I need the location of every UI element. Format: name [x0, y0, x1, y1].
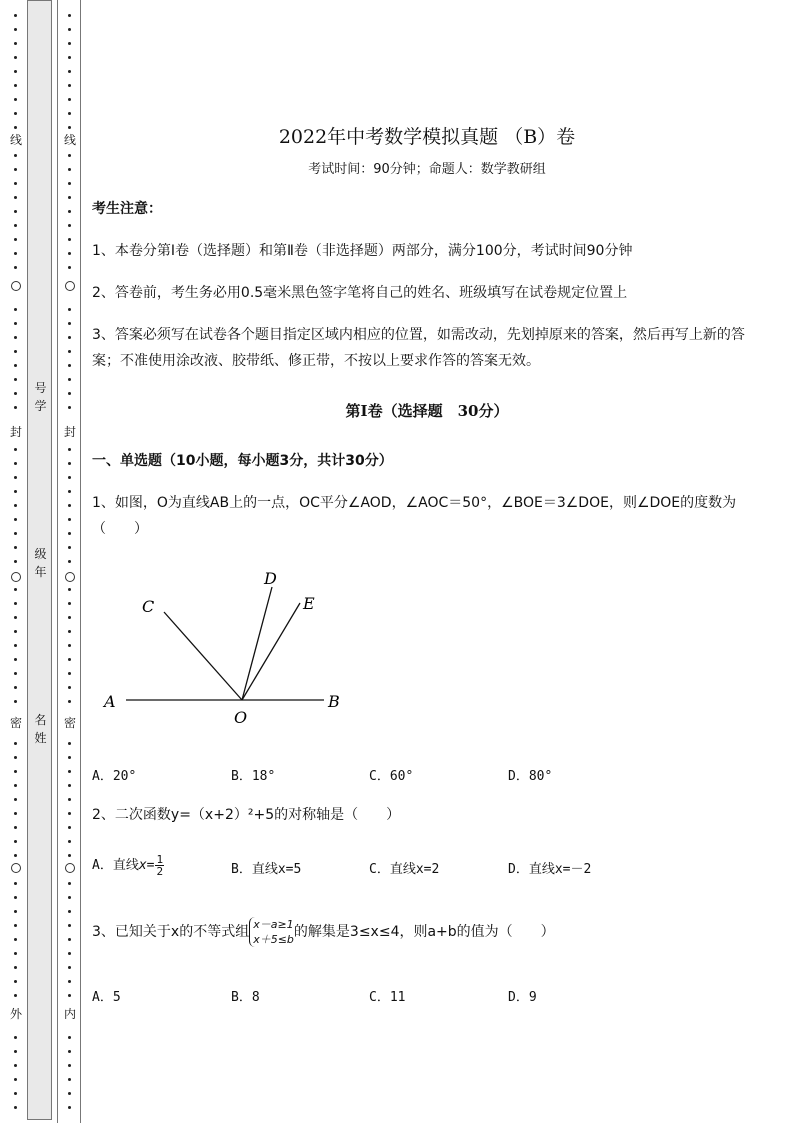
q3-option-d[interactable]: D．9 — [508, 990, 537, 1005]
seal-dot — [68, 924, 71, 927]
q2-option-b[interactable]: B．直线x=5 — [231, 862, 302, 877]
notice-heading: 考生注意： — [92, 201, 162, 217]
seal-dot — [14, 784, 17, 787]
q3-option-c[interactable]: C．11 — [369, 990, 406, 1005]
question-1-options — [92, 765, 752, 785]
seal-dot — [68, 266, 71, 269]
question-2-text: 2、二次函数y=（x+2）²+5的对称轴是（ ） — [92, 807, 401, 823]
outer-circle — [11, 572, 21, 582]
point-a-label: A — [104, 692, 116, 711]
inner-mark-feng: 封 — [63, 425, 76, 439]
seal-dot — [68, 336, 71, 339]
seal-dot — [14, 1064, 17, 1067]
seal-dot — [14, 406, 17, 409]
seal-dot — [68, 406, 71, 409]
seal-dot — [14, 994, 17, 997]
seal-dot — [14, 630, 17, 633]
point-c-label: C — [142, 597, 155, 616]
seal-dot — [14, 840, 17, 843]
seal-dot — [68, 252, 71, 255]
seal-dot — [14, 448, 17, 451]
seal-dot — [68, 630, 71, 633]
seal-dot — [14, 238, 17, 241]
seal-dot — [68, 70, 71, 73]
seal-dot — [68, 938, 71, 941]
seal-dot — [68, 826, 71, 829]
seal-dot — [14, 182, 17, 185]
seal-dot — [14, 504, 17, 507]
inner-seal-column — [57, 0, 81, 1123]
seal-dot — [14, 112, 17, 115]
seal-dot — [68, 672, 71, 675]
q3-text-before: 3、已知关于x的不等式组 — [92, 924, 250, 940]
outer-circle — [11, 863, 21, 873]
seal-dot — [68, 1036, 71, 1039]
outer-mark-wai: 外 — [9, 1007, 22, 1021]
q2-option-c[interactable]: C．直线x=2 — [369, 862, 440, 877]
q1-option-c[interactable]: C．60° — [369, 769, 414, 784]
seal-dot — [68, 112, 71, 115]
seal-dot — [14, 364, 17, 367]
seal-dot — [14, 266, 17, 269]
seal-dot — [68, 182, 71, 185]
seal-dot — [14, 924, 17, 927]
q2-option-a-prefix: A．直线 — [92, 858, 139, 873]
seal-dot — [68, 490, 71, 493]
seal-dot — [14, 1036, 17, 1039]
seal-dot — [14, 826, 17, 829]
inner-circle — [65, 863, 75, 873]
seal-dot — [68, 756, 71, 759]
question-1-text: 1、如图，O为直线AB上的一点，OC平分∠AOD，∠AOC＝50°，∠BOE＝3∠DOE，则∠DOE的度数为（ ） — [92, 495, 737, 537]
point-o-label: O — [234, 708, 248, 727]
seal-dot — [14, 308, 17, 311]
inner-mark-xian: 线 — [63, 133, 76, 147]
inner-circle — [65, 281, 75, 291]
seal-dot — [14, 224, 17, 227]
seal-dot — [68, 784, 71, 787]
seal-dot — [14, 966, 17, 969]
q1-option-b[interactable]: B．18° — [231, 769, 276, 784]
seal-dot — [68, 364, 71, 367]
seal-dot — [14, 896, 17, 899]
seal-dot — [68, 966, 71, 969]
seal-dot — [68, 532, 71, 535]
seal-dot — [14, 560, 17, 563]
seal-dot — [68, 350, 71, 353]
seal-dot — [14, 28, 17, 31]
seal-dot — [14, 1092, 17, 1095]
seal-dot — [68, 616, 71, 619]
seal-dot — [68, 238, 71, 241]
seal-dot — [14, 392, 17, 395]
seal-dot — [14, 952, 17, 955]
seal-dot — [68, 658, 71, 661]
seal-dot — [68, 1050, 71, 1053]
seal-dot — [14, 252, 17, 255]
q2-option-a-fraction: $\frac{1}{2}$ — [156, 853, 164, 878]
seal-dot — [68, 588, 71, 591]
seal-dot — [68, 980, 71, 983]
seal-dot — [68, 518, 71, 521]
seal-dot — [14, 126, 17, 129]
seal-dot — [14, 378, 17, 381]
seal-dot — [68, 742, 71, 745]
seal-dot — [14, 490, 17, 493]
seal-dot — [68, 882, 71, 885]
q2-option-a-var: x= — [138, 858, 155, 873]
notice-item-3: 3、答案必须写在试卷各个题目指定区域内相应的位置，如需改动，先划掉原来的答案，然后再写上新的答案；不准使用涂改液、胶带纸、修正带，不按以上要求作答的答案无效。 — [92, 327, 745, 369]
inner-circle — [65, 572, 75, 582]
q1-option-d[interactable]: D．80° — [508, 769, 553, 784]
seal-dot — [68, 686, 71, 689]
point-b-label: B — [328, 692, 340, 711]
seal-dot — [14, 1050, 17, 1053]
notice-item-2: 2、答卷前，考生务必用0.5毫米黑色签字笔将自己的姓名、班级填写在试卷规定位置上 — [92, 285, 628, 301]
seal-dot — [68, 798, 71, 801]
outer-mark-mi: 密 — [9, 716, 22, 730]
seal-dot — [68, 154, 71, 157]
seal-dot — [68, 392, 71, 395]
seal-dot — [14, 910, 17, 913]
seal-dot — [14, 98, 17, 101]
seal-dot — [68, 308, 71, 311]
seal-dot — [14, 532, 17, 535]
outer-mark-feng: 封 — [9, 425, 22, 439]
seal-dot — [14, 616, 17, 619]
seal-dot — [14, 196, 17, 199]
seal-dot — [68, 546, 71, 549]
seal-dot — [14, 350, 17, 353]
seal-dot — [14, 1106, 17, 1109]
seal-dot — [68, 448, 71, 451]
seal-dot — [14, 56, 17, 59]
outer-circle — [11, 281, 21, 291]
seal-dot — [14, 938, 17, 941]
seal-dot — [68, 812, 71, 815]
seal-dot — [14, 770, 17, 773]
seal-dot — [14, 742, 17, 745]
seal-dot — [14, 14, 17, 17]
seal-dot — [14, 154, 17, 157]
ray-oc — [164, 612, 242, 700]
seal-dot — [68, 1106, 71, 1109]
exam-title: 2022年中考数学模拟真题 （B）卷 — [278, 126, 576, 148]
seal-dot — [68, 854, 71, 857]
seal-dot — [14, 700, 17, 703]
q3-option-a[interactable]: A．5 — [92, 990, 121, 1005]
seal-dot — [14, 322, 17, 325]
field-name: 名姓 — [34, 713, 47, 745]
seal-dot — [68, 126, 71, 129]
student-info-column — [27, 0, 52, 1120]
seal-dot — [14, 462, 17, 465]
seal-dot — [14, 812, 17, 815]
seal-dot — [14, 980, 17, 983]
seal-dot — [14, 42, 17, 45]
seal-dot — [14, 518, 17, 521]
seal-dot — [68, 224, 71, 227]
seal-dot — [68, 560, 71, 563]
field-student-number: 号学 — [34, 381, 47, 413]
seal-dot — [68, 168, 71, 171]
seal-dot — [14, 602, 17, 605]
q3-inequality-system: x－a≥1 x＋5≤b — [249, 917, 294, 947]
seal-dot — [14, 1078, 17, 1081]
part-heading: 一、单选题（10小题，每小题3分，共计30分） — [92, 453, 393, 469]
seal-dot — [14, 672, 17, 675]
q3-text-after: 的解集是3≤x≤4，则a+b的值为（ ） — [293, 924, 555, 940]
q2-option-a[interactable] — [92, 854, 164, 877]
seal-dot — [14, 644, 17, 647]
section-title: 第I卷（选择题 30分） — [345, 402, 509, 420]
seal-dot — [68, 42, 71, 45]
seal-dot — [14, 336, 17, 339]
q3-option-b[interactable]: B．8 — [231, 990, 260, 1005]
seal-dot — [68, 210, 71, 213]
seal-dot — [14, 854, 17, 857]
seal-dot — [14, 168, 17, 171]
seal-dot — [68, 56, 71, 59]
seal-dot — [68, 602, 71, 605]
question-3-options — [92, 986, 752, 1006]
field-grade: 级年 — [34, 547, 47, 579]
seal-dot — [68, 322, 71, 325]
question-1-figure — [92, 560, 362, 730]
seal-dot — [68, 28, 71, 31]
seal-dot — [14, 70, 17, 73]
seal-dot — [68, 378, 71, 381]
ray-oe — [242, 603, 300, 700]
seal-dot — [68, 994, 71, 997]
seal-dot — [14, 476, 17, 479]
point-e-label: E — [303, 594, 315, 613]
inner-dot-column — [63, 0, 77, 1123]
outer-mark-xian: 线 — [9, 133, 22, 147]
seal-dot — [14, 686, 17, 689]
seal-dot — [68, 1092, 71, 1095]
q2-option-d[interactable]: D．直线x=－2 — [508, 862, 592, 877]
point-d-label: D — [264, 569, 277, 588]
seal-dot — [14, 588, 17, 591]
seal-dot — [68, 14, 71, 17]
seal-dot — [68, 700, 71, 703]
seal-dot — [68, 1064, 71, 1067]
question-2-options — [92, 852, 752, 882]
notice-item-1: 1、本卷分第I卷（选择题）和第Ⅱ卷（非选择题）两部分，满分100分，考试时间90分钟 — [92, 243, 633, 259]
question-3-text — [92, 912, 752, 952]
exam-subtitle: 考试时间：90分钟；命题人：数学教研组 — [308, 162, 546, 177]
ray-od — [242, 587, 272, 700]
seal-dot — [14, 756, 17, 759]
inner-mark-mi: 密 — [63, 716, 76, 730]
seal-dot — [68, 476, 71, 479]
seal-dot — [14, 658, 17, 661]
seal-dot — [68, 952, 71, 955]
seal-dot — [68, 840, 71, 843]
seal-dot — [68, 84, 71, 87]
seal-dot — [68, 770, 71, 773]
seal-dot — [68, 910, 71, 913]
seal-dot — [14, 798, 17, 801]
seal-dot — [68, 98, 71, 101]
inner-mark-nei: 内 — [63, 1007, 76, 1021]
outer-dot-column — [9, 0, 23, 1123]
seal-dot — [14, 546, 17, 549]
seal-dot — [68, 644, 71, 647]
seal-dot — [68, 896, 71, 899]
seal-dot — [68, 462, 71, 465]
seal-dot — [68, 196, 71, 199]
q1-option-a[interactable]: A．20° — [92, 769, 137, 784]
seal-dot — [68, 504, 71, 507]
seal-dot — [14, 210, 17, 213]
seal-dot — [14, 882, 17, 885]
seal-dot — [68, 1078, 71, 1081]
seal-dot — [14, 84, 17, 87]
